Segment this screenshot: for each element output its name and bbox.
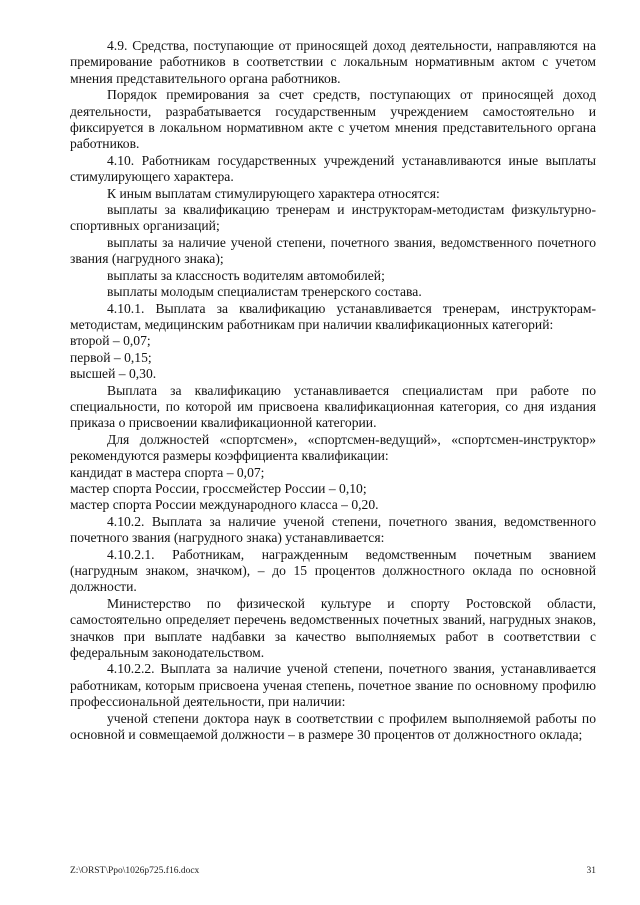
paragraph: 4.10.1. Выплата за квалификацию устанавливается тренерам, инструкторам-методистам, медицинским работникам при наличии квалификационных категорий: (70, 300, 596, 332)
paragraph: 4.10.2.1. Работникам, награжденным ведомственным почетным званием (нагрудным знаком, значком), – до 15 процентов должностного оклада по основной должности. (70, 546, 596, 595)
list-item: выплаты молодым специалистам тренерского состава. (107, 284, 422, 300)
page-number: 31 (586, 866, 596, 876)
paragraph: Министерство по физической культуре и спорту Ростовской области, самостоятельно определяет перечень ведомственных почетных званий, нагрудных знаков, значков при выплате надбавки за качество выполняемых работ в соответствии с федеральным законодательством. (70, 595, 596, 661)
paragraph: К иным выплатам стимулирующего характера относятся: (107, 185, 440, 201)
paragraph: 4.10.2. Выплата за наличие ученой степени, почетного звания, ведомственного почетного звания (нагрудного знака) устанавливается: (70, 513, 596, 546)
list-item: мастер спорта России, гроссмейстер России – 0,10; (70, 480, 367, 496)
list-item: высшей – 0,30. (70, 366, 157, 382)
paragraph: 4.9. Средства, поступающие от приносящей доход деятельности, направляются на премирование работников в соответствии с локальным нормативным актом с учетом мнения представительного органа работников. (70, 38, 596, 86)
list-item: выплаты за наличие ученой степени, почетного звания, ведомственного почетного звания (нагрудного знака); (70, 234, 596, 267)
document-body (70, 38, 596, 743)
paragraph: Порядок премирования за счет средств, поступающих от приносящей доход деятельности, разрабатывается государственным учреждением самостоятельно и фиксируется в локальном нормативном акте с учетом мнения представительного органа работников. (70, 87, 596, 152)
paragraph: Для должностей «спортсмен», «спортсмен-ведущий», «спортсмен-инструктор» рекомендуются размеры коэффициента квалификации: (70, 431, 596, 464)
list-item: первой – 0,15; (70, 349, 152, 365)
list-item: второй – 0,07; (70, 333, 151, 349)
paragraph: 4.10.2.2. Выплата за наличие ученой степени, почетного звания, устанавливается работникам, которым присвоена ученая степень, почетное звание по основному профилю профессиональной деятельности, при наличии: (70, 661, 596, 710)
paragraph: 4.10. Работникам государственных учреждений устанавливаются иные выплаты стимулирующего характера. (70, 152, 596, 185)
list-item: мастер спорта России международного класса – 0,20. (70, 497, 379, 513)
paragraph: Выплата за квалификацию устанавливается специалистам при работе по специальности, по которой им присвоена квалификационная категория, со дня издания приказа о присвоении квалификационной категории. (70, 382, 596, 431)
list-item: выплаты за квалификацию тренерам и инструкторам-методистам физкультурно-спортивных организаций; (70, 202, 596, 234)
list-item: выплаты за классность водителям автомобилей; (107, 267, 385, 283)
list-item: кандидат в мастера спорта – 0,07; (70, 464, 265, 480)
footer-file-path: Z:\ORST\Ppo\1026p725.f16.docx (70, 866, 200, 876)
paragraph: ученой степени доктора наук в соответствии с профилем выполняемой работы по основной и совмещаемой должности – в размере 30 процентов от должностного оклада; (70, 710, 596, 743)
